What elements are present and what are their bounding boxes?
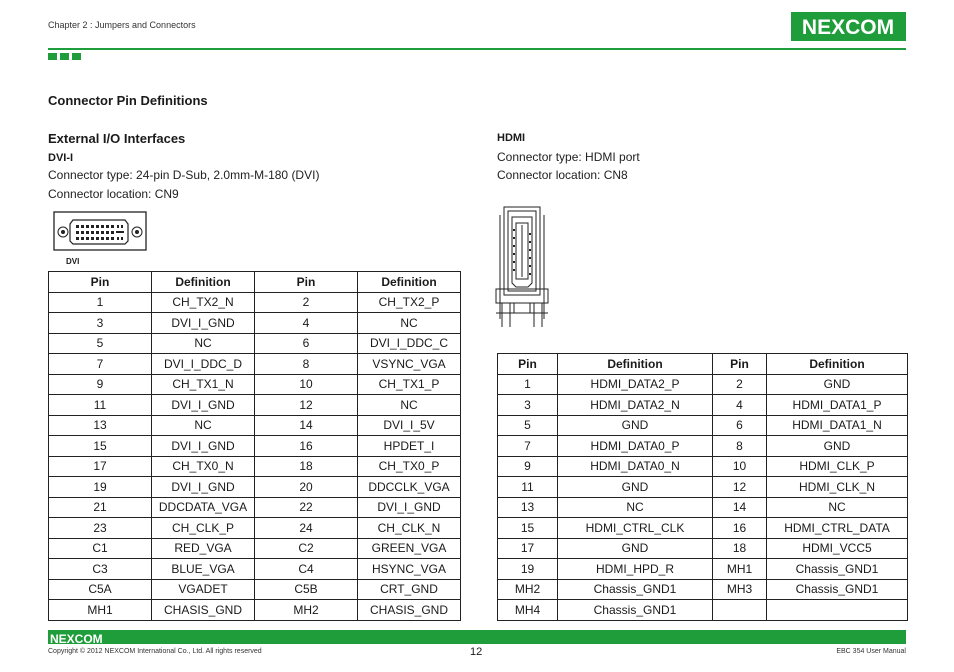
table-row <box>498 456 908 477</box>
table-cell: 7 <box>498 436 558 457</box>
table-row <box>49 374 461 395</box>
nexcom-logo <box>791 12 906 41</box>
chapter-title: Chapter 2 : Jumpers and Connectors <box>48 20 196 30</box>
table-cell: HDMI_DATA1_P <box>767 395 908 416</box>
table-row <box>49 559 461 580</box>
table-cell: NC <box>358 395 461 416</box>
table-cell: Chassis_GND1 <box>558 600 713 621</box>
footer-bar <box>48 630 906 644</box>
table-cell: CH_TX0_N <box>152 456 255 477</box>
table-cell: GND <box>558 415 713 436</box>
table-row <box>498 538 908 559</box>
table-row <box>498 600 908 621</box>
table-cell: HDMI_DATA0_P <box>558 436 713 457</box>
table-cell: HPDET_I <box>358 436 461 457</box>
table-cell: 14 <box>713 497 767 518</box>
section-heading: Connector Pin Definitions <box>48 93 208 108</box>
dvi-connector-location: Connector location: CN9 <box>48 187 179 201</box>
table-cell: 11 <box>49 395 152 416</box>
table-cell: NC <box>358 313 461 334</box>
table-cell: C5B <box>255 579 358 600</box>
table-cell: 17 <box>49 456 152 477</box>
table-cell: GND <box>558 538 713 559</box>
table-cell: HDMI_DATA2_N <box>558 395 713 416</box>
table-cell: VGADET <box>152 579 255 600</box>
table-cell: 1 <box>49 292 152 313</box>
table-cell: CH_CLK_P <box>152 518 255 539</box>
table-row <box>498 436 908 457</box>
table-cell: 1 <box>498 374 558 395</box>
dvi-image-caption: DVI <box>66 257 80 266</box>
table-cell: 12 <box>713 477 767 498</box>
table-header-row <box>49 272 461 293</box>
table-cell: Chassis_GND1 <box>558 579 713 600</box>
table-cell: DVI_I_GND <box>152 436 255 457</box>
table-row <box>49 436 461 457</box>
table-cell: 23 <box>49 518 152 539</box>
table-cell: 14 <box>255 415 358 436</box>
table-cell: VSYNC_VGA <box>358 354 461 375</box>
table-cell: MH1 <box>49 600 152 621</box>
table-cell: 3 <box>49 313 152 334</box>
table-cell: C2 <box>255 538 358 559</box>
manual-title: EBC 354 User Manual <box>836 648 906 655</box>
table-cell: C4 <box>255 559 358 580</box>
table-row <box>498 415 908 436</box>
dvi-connector-image <box>53 211 147 256</box>
table-cell: MH3 <box>713 579 767 600</box>
table-row <box>49 518 461 539</box>
column-header: Definition <box>152 272 255 293</box>
table-cell: 16 <box>255 436 358 457</box>
table-cell: 10 <box>255 374 358 395</box>
table-cell: HSYNC_VGA <box>358 559 461 580</box>
table-cell: CHASIS_GND <box>358 600 461 621</box>
table-cell: 20 <box>255 477 358 498</box>
table-cell: 11 <box>498 477 558 498</box>
table-cell: DDCDATA_VGA <box>152 497 255 518</box>
table-cell <box>767 600 908 621</box>
table-cell: 19 <box>498 559 558 580</box>
table-cell: C1 <box>49 538 152 559</box>
column-header: Pin <box>713 354 767 375</box>
table-cell <box>713 600 767 621</box>
table-row <box>49 292 461 313</box>
table-cell: 6 <box>713 415 767 436</box>
table-cell: GND <box>767 374 908 395</box>
table-row <box>49 497 461 518</box>
table-row <box>49 477 461 498</box>
table-row <box>498 374 908 395</box>
table-cell: 24 <box>255 518 358 539</box>
table-cell: DVI_I_DDC_D <box>152 354 255 375</box>
column-header: Definition <box>358 272 461 293</box>
footer-logo-text: NEXCOM <box>50 632 103 644</box>
table-cell: HDMI_CLK_N <box>767 477 908 498</box>
table-cell: 4 <box>255 313 358 334</box>
table-cell: BLUE_VGA <box>152 559 255 580</box>
table-cell: 15 <box>49 436 152 457</box>
table-cell: HDMI_VCC5 <box>767 538 908 559</box>
hdmi-title: HDMI <box>497 132 526 144</box>
hdmi-connector-type: Connector type: HDMI port <box>497 150 640 164</box>
table-cell: RED_VGA <box>152 538 255 559</box>
table-cell: DVI_I_GND <box>152 395 255 416</box>
table-cell: 6 <box>255 333 358 354</box>
table-row <box>49 333 461 354</box>
table-cell: 19 <box>49 477 152 498</box>
header-square <box>72 53 81 60</box>
table-cell: 5 <box>498 415 558 436</box>
table-row <box>49 538 461 559</box>
header-square <box>60 53 69 60</box>
table-cell: GND <box>558 477 713 498</box>
table-cell: CH_CLK_N <box>358 518 461 539</box>
table-cell: 7 <box>49 354 152 375</box>
table-cell: Chassis_GND1 <box>767 559 908 580</box>
column-header: Pin <box>255 272 358 293</box>
table-cell: 8 <box>713 436 767 457</box>
hdmi-pin-table <box>497 353 908 621</box>
table-row <box>498 497 908 518</box>
column-header: Definition <box>558 354 713 375</box>
section-subheading: External I/O Interfaces <box>48 131 186 146</box>
table-header-row <box>498 354 908 375</box>
table-row <box>49 600 461 621</box>
table-cell: HDMI_DATA1_N <box>767 415 908 436</box>
hdmi-connector-image <box>493 205 551 336</box>
column-header: Pin <box>49 272 152 293</box>
table-row <box>498 477 908 498</box>
table-cell: 21 <box>49 497 152 518</box>
dvi-connector-type: Connector type: 24-pin D-Sub, 2.0mm-M-180 (DVI) <box>48 168 320 182</box>
table-cell: 2 <box>255 292 358 313</box>
table-cell: MH4 <box>498 600 558 621</box>
dvi-title: DVI-I <box>48 152 74 164</box>
table-cell: CH_TX2_P <box>358 292 461 313</box>
table-cell: NC <box>558 497 713 518</box>
table-cell: 22 <box>255 497 358 518</box>
table-cell: DVI_I_DDC_C <box>358 333 461 354</box>
table-row <box>498 559 908 580</box>
table-cell: HDMI_HPD_R <box>558 559 713 580</box>
table-cell: HDMI_CTRL_CLK <box>558 518 713 539</box>
table-row <box>49 579 461 600</box>
table-row <box>49 415 461 436</box>
table-cell: DVI_I_GND <box>152 313 255 334</box>
table-cell: HDMI_DATA2_P <box>558 374 713 395</box>
table-cell: MH2 <box>255 600 358 621</box>
dvi-pin-table <box>48 271 461 621</box>
table-row <box>49 354 461 375</box>
logo-text: NEXCOM <box>801 16 895 39</box>
table-cell: 12 <box>255 395 358 416</box>
table-cell: C3 <box>49 559 152 580</box>
table-cell: 8 <box>255 354 358 375</box>
table-cell: 9 <box>49 374 152 395</box>
table-row <box>49 395 461 416</box>
table-cell: 2 <box>713 374 767 395</box>
page-number: 12 <box>470 646 483 658</box>
table-row <box>498 395 908 416</box>
table-cell: 5 <box>49 333 152 354</box>
table-cell: 3 <box>498 395 558 416</box>
table-cell: CRT_GND <box>358 579 461 600</box>
table-cell: 13 <box>498 497 558 518</box>
table-cell: NC <box>152 415 255 436</box>
table-cell: 9 <box>498 456 558 477</box>
table-cell: 17 <box>498 538 558 559</box>
table-cell: HDMI_CLK_P <box>767 456 908 477</box>
header-rule <box>48 48 906 50</box>
table-row <box>49 456 461 477</box>
header-square <box>48 53 57 60</box>
table-cell: DDCCLK_VGA <box>358 477 461 498</box>
table-cell: NC <box>152 333 255 354</box>
footer-logo <box>50 631 110 649</box>
table-cell: GREEN_VGA <box>358 538 461 559</box>
table-cell: GND <box>767 436 908 457</box>
table-cell: 10 <box>713 456 767 477</box>
table-cell: CH_TX1_N <box>152 374 255 395</box>
table-row <box>49 313 461 334</box>
table-cell: MH2 <box>498 579 558 600</box>
hdmi-connector-location: Connector location: CN8 <box>497 168 628 182</box>
table-cell: HDMI_CTRL_DATA <box>767 518 908 539</box>
column-header: Definition <box>767 354 908 375</box>
table-cell: CHASIS_GND <box>152 600 255 621</box>
table-cell: DVI_I_GND <box>358 497 461 518</box>
column-header: Pin <box>498 354 558 375</box>
table-cell: MH1 <box>713 559 767 580</box>
table-cell: 13 <box>49 415 152 436</box>
table-cell: CH_TX0_P <box>358 456 461 477</box>
table-cell: 16 <box>713 518 767 539</box>
table-cell: 4 <box>713 395 767 416</box>
table-cell: DVI_I_5V <box>358 415 461 436</box>
table-cell: DVI_I_GND <box>152 477 255 498</box>
table-cell: 18 <box>713 538 767 559</box>
table-cell: C5A <box>49 579 152 600</box>
table-cell: HDMI_DATA0_N <box>558 456 713 477</box>
table-cell: Chassis_GND1 <box>767 579 908 600</box>
copyright-text: Copyright © 2012 NEXCOM International Co., Ltd. All rights reserved <box>48 648 262 655</box>
table-cell: CH_TX1_P <box>358 374 461 395</box>
table-cell: 15 <box>498 518 558 539</box>
table-cell: 18 <box>255 456 358 477</box>
table-row <box>498 518 908 539</box>
table-row <box>498 579 908 600</box>
table-cell: CH_TX2_N <box>152 292 255 313</box>
table-cell: NC <box>767 497 908 518</box>
